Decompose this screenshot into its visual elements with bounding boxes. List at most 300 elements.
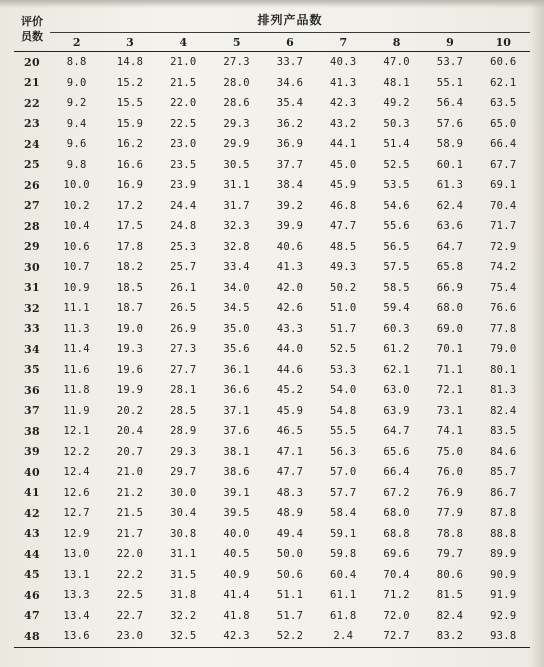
table-cell: 44.6 <box>276 363 304 376</box>
table-cell: 31.1 <box>170 548 197 561</box>
table-cell: 53.3 <box>330 363 357 376</box>
table-cell: 9.2 <box>66 97 87 110</box>
table-cell: 43.2 <box>330 117 357 130</box>
table-cell: 70.4 <box>490 199 517 212</box>
table-cell: 39.5 <box>223 507 250 520</box>
table-cell: 34.0 <box>223 281 250 294</box>
table-row <box>14 585 530 606</box>
table-cell: 62.1 <box>383 363 410 376</box>
table-cell: 65.0 <box>490 117 517 130</box>
table-cell: 18.2 <box>116 261 144 274</box>
column-header: 6 <box>263 33 316 52</box>
table-cell: 71.1 <box>436 363 464 376</box>
table-cell: 33.7 <box>276 56 304 69</box>
table-cell: 21.2 <box>116 486 144 499</box>
table-cell: 9.8 <box>66 158 87 171</box>
table-cell: 16.2 <box>116 138 144 151</box>
table-cell: 49.2 <box>383 97 410 110</box>
table-cell: 52.5 <box>330 343 357 356</box>
table-cell: 58.9 <box>436 138 464 151</box>
table-row <box>14 114 530 135</box>
table-cell: 88.8 <box>490 527 517 540</box>
table-cell: 57.7 <box>330 486 357 499</box>
table-cell: 72.1 <box>436 384 464 397</box>
row-header: 36 <box>24 383 40 397</box>
table-cell: 54.8 <box>330 404 357 417</box>
table-cell: 80.6 <box>436 568 464 581</box>
table-cell: 2.4 <box>317 626 370 647</box>
row-header: 44 <box>24 547 40 561</box>
table-cell: 45.0 <box>330 158 357 171</box>
table-cell: 27.3 <box>170 343 197 356</box>
table-cell: 15.5 <box>116 97 144 110</box>
table-cell: 36.6 <box>223 384 250 397</box>
table-cell: 73.1 <box>436 404 464 417</box>
column-header: 3 <box>103 33 156 52</box>
table-row <box>14 175 530 196</box>
table-cell: 30.5 <box>223 158 250 171</box>
group-header: 排列产品数 <box>50 6 530 33</box>
column-header: 7 <box>317 33 370 52</box>
table-cell: 12.2 <box>63 445 90 458</box>
table-cell: 19.9 <box>116 384 144 397</box>
table-cell: 72.7 <box>370 626 423 647</box>
table-cell: 17.2 <box>116 199 144 212</box>
table-cell: 40.0 <box>223 527 250 540</box>
table-cell: 61.1 <box>330 589 357 602</box>
table-cell: 22.0 <box>170 97 197 110</box>
table-cell: 81.5 <box>436 589 464 602</box>
table-cell: 76.9 <box>436 486 464 499</box>
table-cell: 79.7 <box>436 548 464 561</box>
table-cell: 13.6 <box>50 626 103 647</box>
table-cell: 11.4 <box>63 343 90 356</box>
page-edge-shade <box>530 0 544 667</box>
table-cell: 26.5 <box>170 302 197 315</box>
table-cell: 60.1 <box>436 158 464 171</box>
table-cell: 41.3 <box>276 261 304 274</box>
table-cell: 13.3 <box>63 589 90 602</box>
table-cell: 28.0 <box>223 76 250 89</box>
table-cell: 75.4 <box>490 281 517 294</box>
table-cell: 28.5 <box>170 404 197 417</box>
table-cell: 68.8 <box>383 527 410 540</box>
table-cell: 42.3 <box>210 626 263 647</box>
table-cell: 48.5 <box>330 240 357 253</box>
table-row <box>14 155 530 176</box>
row-header: 32 <box>24 301 40 315</box>
table-cell: 40.9 <box>223 568 250 581</box>
table-row <box>14 544 530 565</box>
table-cell: 27.3 <box>223 56 250 69</box>
table-cell: 21.5 <box>116 507 144 520</box>
table-cell: 82.4 <box>436 609 464 622</box>
table-cell: 21.0 <box>170 56 197 69</box>
table-cell: 67.7 <box>490 158 517 171</box>
table-cell: 51.1 <box>276 589 304 602</box>
table-cell: 31.8 <box>170 589 197 602</box>
table-cell: 22.0 <box>116 548 144 561</box>
table-cell: 74.1 <box>436 425 464 438</box>
table-cell: 35.6 <box>223 343 250 356</box>
table-cell: 29.3 <box>223 117 250 130</box>
table-cell: 9.6 <box>66 138 87 151</box>
table-cell: 86.7 <box>490 486 517 499</box>
table-cell: 33.4 <box>223 261 250 274</box>
table-row <box>14 73 530 94</box>
table-cell: 57.6 <box>436 117 464 130</box>
table-cell: 89.9 <box>490 548 517 561</box>
table-cell: 56.5 <box>383 240 410 253</box>
row-header: 26 <box>24 178 40 192</box>
table-row <box>14 503 530 524</box>
table-row <box>14 421 530 442</box>
table-cell: 68.0 <box>436 302 464 315</box>
table-cell: 18.7 <box>116 302 144 315</box>
table-cell: 25.7 <box>170 261 197 274</box>
table-cell: 38.6 <box>223 466 250 479</box>
table-cell: 45.2 <box>276 384 304 397</box>
table-cell: 45.9 <box>330 179 357 192</box>
table-cell: 13.0 <box>63 548 90 561</box>
table-cell: 55.6 <box>383 220 410 233</box>
table-cell: 30.4 <box>170 507 197 520</box>
table-cell: 57.0 <box>330 466 357 479</box>
table-cell: 59.8 <box>330 548 357 561</box>
table-row <box>14 462 530 483</box>
table-cell: 74.2 <box>490 261 517 274</box>
table-cell: 18.5 <box>116 281 144 294</box>
table-cell: 23.9 <box>170 179 197 192</box>
column-header: 10 <box>477 33 530 52</box>
row-header: 20 <box>24 55 40 69</box>
table-cell: 43.3 <box>276 322 304 335</box>
table-cell: 31.1 <box>223 179 250 192</box>
table-cell: 58.4 <box>330 507 357 520</box>
table-row <box>14 626 530 647</box>
column-header: 5 <box>210 33 263 52</box>
table-cell: 87.8 <box>490 507 517 520</box>
table-cell: 29.7 <box>170 466 197 479</box>
table-row <box>14 360 530 381</box>
table-cell: 79.0 <box>490 343 517 356</box>
table-cell: 16.9 <box>116 179 144 192</box>
table-cell: 39.1 <box>223 486 250 499</box>
table-cell: 37.7 <box>276 158 304 171</box>
table-row <box>14 134 530 155</box>
table-row <box>14 52 530 73</box>
table-cell: 62.4 <box>436 199 464 212</box>
table-cell: 59.4 <box>383 302 410 315</box>
table-cell: 23.0 <box>103 626 156 647</box>
table-cell: 69.6 <box>383 548 410 561</box>
table-cell: 8.8 <box>66 56 87 69</box>
table-cell: 49.4 <box>276 527 304 540</box>
table-cell: 63.0 <box>383 384 410 397</box>
table-cell: 22.7 <box>116 609 144 622</box>
table-row <box>14 401 530 422</box>
table-cell: 32.8 <box>223 240 250 253</box>
table-cell: 72.0 <box>383 609 410 622</box>
table-cell: 62.1 <box>490 76 517 89</box>
table-cell: 51.0 <box>330 302 357 315</box>
table-cell: 28.6 <box>223 97 250 110</box>
table-cell: 90.9 <box>490 568 517 581</box>
table-cell: 78.8 <box>436 527 464 540</box>
table-cell: 51.7 <box>330 322 357 335</box>
table-row <box>14 298 530 319</box>
table-cell: 26.9 <box>170 322 197 335</box>
row-header: 43 <box>24 527 40 541</box>
table-cell: 10.0 <box>63 179 90 192</box>
row-header: 38 <box>24 424 40 438</box>
table-cell: 61.8 <box>330 609 357 622</box>
table-cell: 77.8 <box>490 322 517 335</box>
table-cell: 63.5 <box>490 97 517 110</box>
row-header: 34 <box>24 342 40 356</box>
row-header: 48 <box>14 626 50 647</box>
table-cell: 11.3 <box>63 322 90 335</box>
table-cell: 68.0 <box>383 507 410 520</box>
table-cell: 47.7 <box>330 220 357 233</box>
table-body <box>14 52 530 648</box>
table-cell: 63.9 <box>383 404 410 417</box>
table-cell: 71.7 <box>490 220 517 233</box>
table-cell: 83.5 <box>490 425 517 438</box>
table-cell: 37.6 <box>223 425 250 438</box>
row-header: 22 <box>24 96 40 110</box>
corner-header <box>14 6 50 52</box>
table-cell: 12.9 <box>63 527 90 540</box>
table-row <box>14 93 530 114</box>
table-cell: 41.4 <box>223 589 250 602</box>
table-cell: 31.7 <box>223 199 250 212</box>
table-row <box>14 216 530 237</box>
row-header: 35 <box>24 363 40 377</box>
table-cell: 42.0 <box>276 281 304 294</box>
table-cell: 55.5 <box>330 425 357 438</box>
table-cell: 59.1 <box>330 527 357 540</box>
critical-value-table <box>14 6 530 648</box>
table-cell: 22.5 <box>170 117 197 130</box>
table-cell: 50.0 <box>276 548 304 561</box>
table-cell: 20.4 <box>116 425 144 438</box>
table-cell: 72.9 <box>490 240 517 253</box>
table-cell: 61.3 <box>436 179 464 192</box>
table-row <box>14 257 530 278</box>
table-cell: 41.3 <box>330 76 357 89</box>
table-cell: 51.4 <box>383 138 410 151</box>
table-cell: 21.5 <box>170 76 197 89</box>
table-cell: 70.4 <box>383 568 410 581</box>
table-cell: 49.3 <box>330 261 357 274</box>
table-cell: 54.6 <box>383 199 410 212</box>
table-cell: 77.9 <box>436 507 464 520</box>
table-cell: 48.3 <box>276 486 304 499</box>
table-row <box>14 442 530 463</box>
table-cell: 19.0 <box>116 322 144 335</box>
column-header: 2 <box>50 33 103 52</box>
table-cell: 23.5 <box>170 158 197 171</box>
table-cell: 15.9 <box>116 117 144 130</box>
table-cell: 35.0 <box>223 322 250 335</box>
table-cell: 38.4 <box>276 179 304 192</box>
table-cell: 84.6 <box>490 445 517 458</box>
table-cell: 9.4 <box>66 117 87 130</box>
table-cell: 26.1 <box>170 281 197 294</box>
row-header: 31 <box>24 281 40 295</box>
table-cell: 47.7 <box>276 466 304 479</box>
table-cell: 58.5 <box>383 281 410 294</box>
table-cell: 28.9 <box>170 425 197 438</box>
table-cell: 82.4 <box>490 404 517 417</box>
table-cell: 57.5 <box>383 261 410 274</box>
corner-label-line1: 评价 <box>21 14 43 28</box>
column-header: 4 <box>157 33 210 52</box>
table-row <box>14 237 530 258</box>
column-header: 9 <box>423 33 476 52</box>
table-cell: 46.5 <box>276 425 304 438</box>
table-cell: 80.1 <box>490 363 517 376</box>
table-cell: 66.4 <box>383 466 410 479</box>
table-cell: 48.1 <box>383 76 410 89</box>
table-cell: 20.2 <box>116 404 144 417</box>
table-cell: 13.1 <box>63 568 90 581</box>
table-cell: 36.9 <box>276 138 304 151</box>
table-cell: 56.3 <box>330 445 357 458</box>
row-header: 37 <box>24 404 40 418</box>
table-cell: 30.0 <box>170 486 197 499</box>
table-row <box>14 380 530 401</box>
row-header: 23 <box>24 117 40 131</box>
table-cell: 64.7 <box>383 425 410 438</box>
table-cell: 53.7 <box>436 56 464 69</box>
table-cell: 52.2 <box>263 626 316 647</box>
row-header: 46 <box>24 588 40 602</box>
table-cell: 12.6 <box>63 486 90 499</box>
table-cell: 60.3 <box>383 322 410 335</box>
table-cell: 66.4 <box>490 138 517 151</box>
column-header: 8 <box>370 33 423 52</box>
table-cell: 81.3 <box>490 384 517 397</box>
table-cell: 69.0 <box>436 322 464 335</box>
table-cell: 29.3 <box>170 445 197 458</box>
table-cell: 22.5 <box>116 589 144 602</box>
row-header: 25 <box>24 158 40 172</box>
table-cell: 13.4 <box>63 609 90 622</box>
table-row <box>14 339 530 360</box>
table-cell: 64.7 <box>436 240 464 253</box>
table-cell: 63.6 <box>436 220 464 233</box>
table-cell: 40.6 <box>276 240 304 253</box>
table-cell: 11.1 <box>63 302 90 315</box>
table-cell: 10.6 <box>63 240 90 253</box>
table-cell: 85.7 <box>490 466 517 479</box>
table-cell: 10.7 <box>63 261 90 274</box>
table-cell: 65.6 <box>383 445 410 458</box>
table-cell: 16.6 <box>116 158 144 171</box>
table-cell: 41.8 <box>223 609 250 622</box>
table-cell: 38.1 <box>223 445 250 458</box>
table-cell: 51.7 <box>276 609 304 622</box>
table-cell: 14.8 <box>116 56 144 69</box>
table-cell: 55.1 <box>436 76 464 89</box>
table-cell: 24.4 <box>170 199 197 212</box>
table-cell: 10.9 <box>63 281 90 294</box>
table-row <box>14 319 530 340</box>
table-cell: 21.0 <box>116 466 144 479</box>
table-cell: 20.7 <box>116 445 144 458</box>
table-row <box>14 524 530 545</box>
table-cell: 50.2 <box>330 281 357 294</box>
table-cell: 19.6 <box>116 363 144 376</box>
row-header: 45 <box>24 568 40 582</box>
table-cell: 67.2 <box>383 486 410 499</box>
table-row <box>14 483 530 504</box>
table-cell: 34.6 <box>276 76 304 89</box>
table-cell: 76.0 <box>436 466 464 479</box>
table-cell: 60.4 <box>330 568 357 581</box>
row-header: 28 <box>24 219 40 233</box>
table-cell: 34.5 <box>223 302 250 315</box>
table-cell: 76.6 <box>490 302 517 315</box>
table-cell: 37.1 <box>223 404 250 417</box>
row-header: 29 <box>24 240 40 254</box>
table-cell: 46.8 <box>330 199 357 212</box>
table-cell: 11.8 <box>63 384 90 397</box>
table-cell: 12.4 <box>63 466 90 479</box>
table-cell: 22.2 <box>116 568 144 581</box>
table-row <box>14 278 530 299</box>
table-cell: 39.2 <box>276 199 304 212</box>
corner-label-line2: 员数 <box>21 29 43 43</box>
table-cell: 75.0 <box>436 445 464 458</box>
table-cell: 47.0 <box>383 56 410 69</box>
table-cell: 92.9 <box>490 609 517 622</box>
table-cell: 9.0 <box>66 76 87 89</box>
table-cell: 15.2 <box>116 76 144 89</box>
table-cell: 56.4 <box>436 97 464 110</box>
table-cell: 12.1 <box>63 425 90 438</box>
row-header: 30 <box>24 260 40 274</box>
row-header: 39 <box>24 445 40 459</box>
table-cell: 65.8 <box>436 261 464 274</box>
row-header: 24 <box>24 137 40 151</box>
table-cell: 19.3 <box>116 343 144 356</box>
row-header: 27 <box>24 199 40 213</box>
table-cell: 21.7 <box>116 527 144 540</box>
table-cell: 42.6 <box>276 302 304 315</box>
table-row <box>14 565 530 586</box>
table-cell: 53.5 <box>383 179 410 192</box>
table-cell: 52.5 <box>383 158 410 171</box>
table-cell: 61.2 <box>383 343 410 356</box>
table-cell: 66.9 <box>436 281 464 294</box>
table-cell: 69.1 <box>490 179 517 192</box>
table-cell: 50.6 <box>276 568 304 581</box>
table-cell: 36.1 <box>223 363 250 376</box>
table-cell: 30.8 <box>170 527 197 540</box>
table-cell: 32.5 <box>157 626 210 647</box>
table-cell: 47.1 <box>276 445 304 458</box>
table-cell: 32.3 <box>223 220 250 233</box>
table-cell: 48.9 <box>276 507 304 520</box>
column-header-row <box>14 33 530 52</box>
table-cell: 50.3 <box>383 117 410 130</box>
table-cell: 44.1 <box>330 138 357 151</box>
table-cell: 54.0 <box>330 384 357 397</box>
table-cell: 71.2 <box>383 589 410 602</box>
